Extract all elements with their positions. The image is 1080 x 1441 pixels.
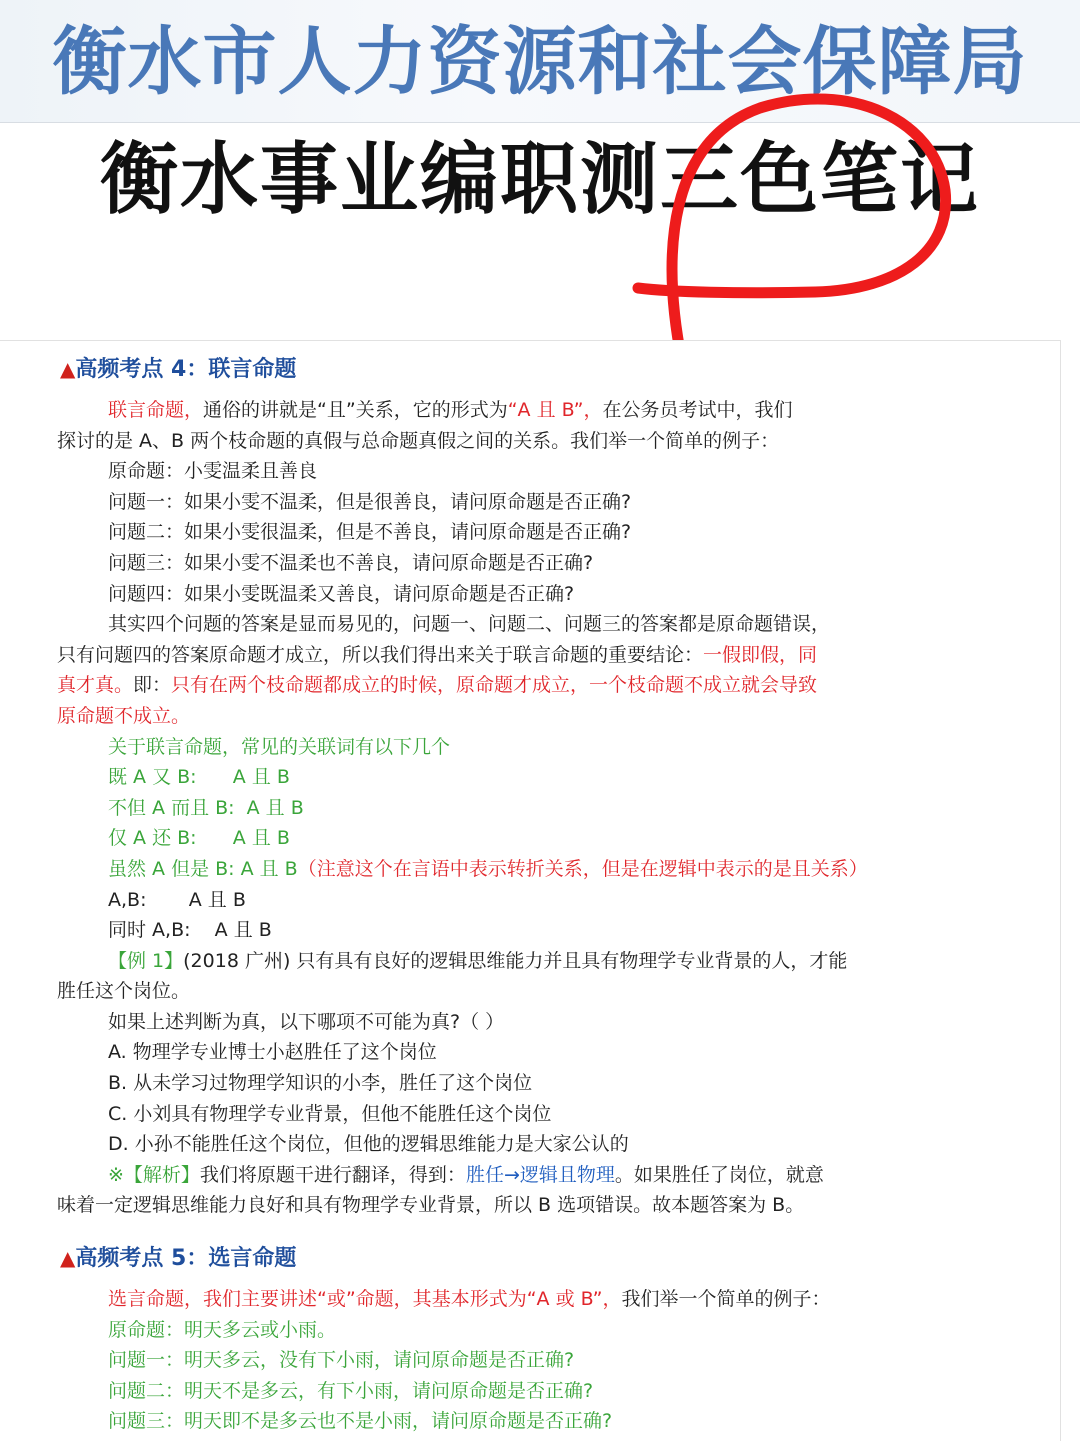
section4-heading: ▲高频考点 4：联言命题 [60,357,297,382]
conclusion-line2: 只有问题四的答案原命题才成立，所以我们得出来关于联言命题的重要结论：一假即假，同 [57,643,818,666]
section5-line: 问题一：明天多云，没有下小雨，请问原命题是否正确? [108,1349,575,1372]
triangle-icon: ▲ [60,1246,76,1271]
red-pen-scribble [600,80,980,380]
option-b: B. 从未学习过物理学知识的小李，胜任了这个岗位 [108,1072,533,1095]
section5-line: 原命题：明天多云或小雨。 [108,1318,337,1341]
connector-item: 既 A 又 B: A 且 B [108,766,290,789]
option-d: D. 小孙不能胜任这个岗位，但他的逻辑思维能力是大家公认的 [108,1133,629,1156]
connector-item: 仅 A 还 B: A 且 B [108,827,290,850]
connector-item: A,B: A 且 B [108,888,246,911]
document-body [57,352,1032,1437]
section4-line: 问题四：如果小雯既温柔又善良，请问原命题是否正确? [108,582,575,605]
section5-intro: 选言命题，我们主要讲述“或”命题，其基本形式为“A 或 B”，我们举一个简单的例子： [108,1288,831,1311]
analysis-line2: 味着一定逻辑思维能力良好和具有物理学专业背景，所以 B 选项错误。故本题答案为 B。 [57,1194,805,1217]
connector-item-special: 虽然 A 但是 B: A 且 B（注意这个在言语中表示转折关系，但是在逻辑中表示的是且关系） [108,857,868,880]
connectors-title: 关于联言命题，常见的关联词有以下几个 [108,735,451,758]
section5-line: 问题二：明天不是多云，有下小雨，请问原命题是否正确? [108,1379,594,1402]
section4-line: 问题二：如果小雯很温柔，但是不善良，请问原命题是否正确? [108,521,632,544]
section4-intro-line1: 联言命题，通俗的讲就是“且”关系，它的形式为“A 且 B”，在公务员考试中，我们 [108,399,793,421]
example-line1: 【例 1】(2018 广州) 只有具有良好的逻辑思维能力并且具有物理学专业背景的人，才能 [108,949,848,972]
page-title: 衡水事业编职测三色笔记 [99,135,980,225]
conclusion-line3: 真才真。即：只有在两个枝命题都成立的时候，原命题才成立，一个枝命题不成立就会导致 [57,674,818,697]
example-question: 如果上述判断为真，以下哪项不可能为真?（ ） [108,1010,505,1033]
section5-line: 问题三：明天即不是多云也不是小雨，请问原命题是否正确? [108,1410,613,1433]
section5-heading: ▲高频考点 5：选言命题 [60,1246,297,1272]
section4-intro-line2: 探讨的是 A、B 两个枝命题的真假与总命题真假之间的关系。我们举一个简单的例子： [57,429,780,452]
conclusion-line4: 原命题不成立。 [57,704,191,727]
banner-title: 衡水市人力资源和社会保障局 [52,19,1028,105]
connector-item: 不但 A 而且 B: A 且 B [108,796,304,819]
analysis-line1: ※【解析】我们将原题干进行翻译，得到：胜任→逻辑且物理。如果胜任了岗位，就意 [108,1163,824,1186]
section4-line: 问题一：如果小雯不温柔，但是很善良，请问原命题是否正确? [108,490,632,513]
option-a: A. 物理学专业博士小赵胜任了这个岗位 [108,1041,437,1064]
section4-line: 原命题：小雯温柔且善良 [108,460,318,483]
conclusion-line1: 其实四个问题的答案是显而易见的，问题一、问题二、问题三的答案都是原命题错误， [108,613,831,636]
triangle-icon: ▲ [60,357,76,381]
section4-line: 问题三：如果小雯不温柔也不善良，请问原命题是否正确? [108,551,594,574]
example-line2: 胜任这个岗位。 [57,980,191,1003]
option-c: C. 小刘具有物理学专业背景，但他不能胜任这个岗位 [108,1102,552,1125]
connector-item: 同时 A,B: A 且 B [108,919,272,942]
